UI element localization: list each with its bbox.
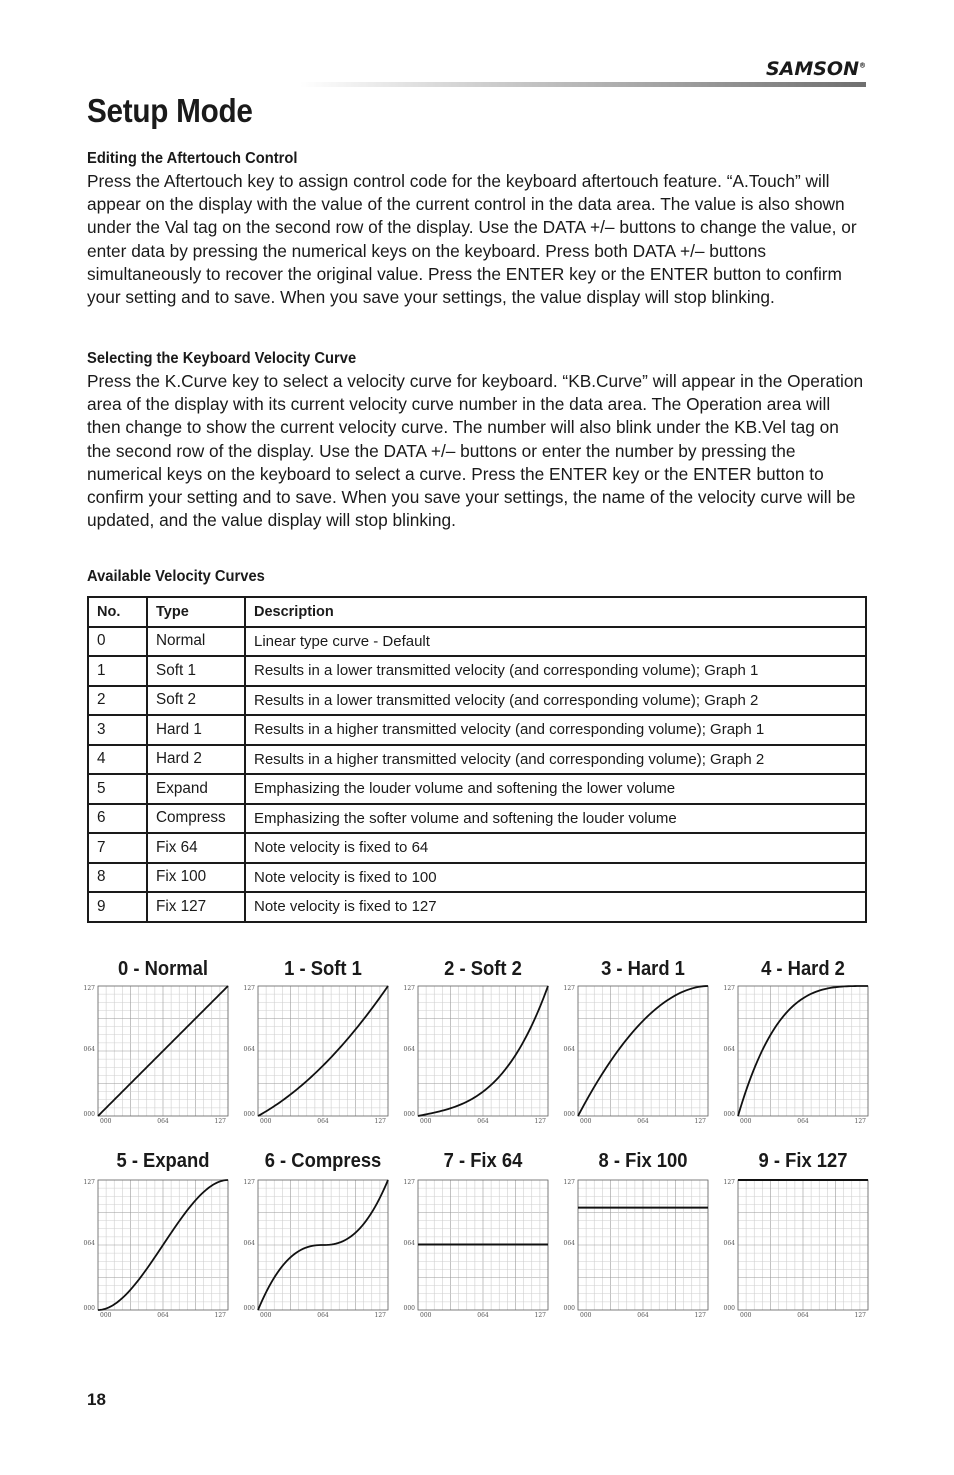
velocity-curve-chart xyxy=(83,985,228,1125)
y-tick-label: 127 xyxy=(563,1179,575,1186)
velocity-curve-chart xyxy=(243,985,388,1125)
curve-type-cell: Fix 127 xyxy=(147,892,245,922)
curve-description-cell: Note velocity is fixed to 64 xyxy=(245,833,866,863)
y-tick-label: 127 xyxy=(723,1179,735,1186)
y-tick-label: 000 xyxy=(243,1111,255,1118)
curve-description-cell: Results in a higher transmitted velocity (and corresponding volume); Graph 2 xyxy=(245,745,866,775)
table-row xyxy=(88,774,866,804)
velocity-curve-chart xyxy=(563,985,708,1125)
graph-title: 3 - Hard 1 xyxy=(601,958,685,980)
curve-number-cell: 6 xyxy=(88,804,147,834)
x-tick-label: 000 xyxy=(420,1312,432,1319)
samson-logo: SAMSON® xyxy=(765,58,866,80)
x-tick-label: 000 xyxy=(260,1118,272,1125)
curve-type-cell: Fix 64 xyxy=(147,833,245,863)
table-row xyxy=(88,627,866,657)
y-tick-label: 000 xyxy=(243,1305,255,1312)
y-tick-label: 064 xyxy=(723,1240,735,1247)
y-tick-label: 064 xyxy=(243,1240,255,1247)
y-tick-label: 000 xyxy=(723,1111,735,1118)
velocity-curve-section xyxy=(87,348,867,532)
curve-type-cell: Fix 100 xyxy=(147,863,245,893)
curve-number-cell: 1 xyxy=(88,656,147,686)
x-tick-label: 000 xyxy=(420,1118,432,1125)
y-tick-label: 127 xyxy=(83,1179,95,1186)
table-row xyxy=(88,804,866,834)
curve-description-cell: Results in a higher transmitted velocity (and corresponding volume); Graph 1 xyxy=(245,715,866,745)
curve-description-cell: Note velocity is fixed to 127 xyxy=(245,892,866,922)
table-row xyxy=(88,715,866,745)
y-tick-label: 000 xyxy=(403,1305,415,1312)
curve-number-cell: 9 xyxy=(88,892,147,922)
y-tick-label: 000 xyxy=(403,1111,415,1118)
x-tick-label: 000 xyxy=(100,1312,112,1319)
velocity-curve-chart xyxy=(83,1179,228,1319)
x-tick-label: 127 xyxy=(374,1118,386,1125)
y-tick-label: 000 xyxy=(723,1305,735,1312)
velocity-curve-heading: Selecting the Keyboard Velocity Curve xyxy=(87,350,357,367)
curve-number-cell: 2 xyxy=(88,686,147,716)
graph-title: 9 - Fix 127 xyxy=(758,1150,848,1172)
curve-type-cell: Soft 1 xyxy=(147,656,245,686)
x-tick-label: 127 xyxy=(694,1118,706,1125)
x-tick-label: 127 xyxy=(374,1312,386,1319)
curve-number-cell: 0 xyxy=(88,627,147,657)
graph-title: 8 - Fix 100 xyxy=(598,1150,688,1172)
page-number: 18 xyxy=(87,1390,106,1409)
x-tick-label: 064 xyxy=(157,1118,169,1125)
column-header: No. xyxy=(88,597,147,627)
x-tick-label: 064 xyxy=(317,1118,329,1125)
curve-description-cell: Emphasizing the louder volume and softening the lower volume xyxy=(245,774,866,804)
x-tick-label: 064 xyxy=(317,1312,329,1319)
graph-title: 7 - Fix 64 xyxy=(443,1150,523,1172)
curve-description-cell: Emphasizing the softer volume and softening the louder volume xyxy=(245,804,866,834)
graph-title: 2 - Soft 2 xyxy=(444,958,522,980)
x-tick-label: 000 xyxy=(580,1312,592,1319)
aftertouch-body: Press the Aftertouch key to assign control code for the keyboard aftertouch feature. “A.Touch” will appear on the display with the value of the current control in the data area. The value is also shown under the Val tag on the second row of the display. Use the DATA +/– buttons to change the value, or enter data by pressing the numerical keys on the keyboard. Press both DATA +/– buttons simultaneously to recover the original value. Press the ENTER key or the ENTER button to confirm your setting and to save. When you save your settings, the value display will stop blinking. xyxy=(87,171,857,308)
available-curves-heading: Available Velocity Curves xyxy=(87,568,265,585)
x-tick-label: 000 xyxy=(740,1118,752,1125)
y-tick-label: 127 xyxy=(563,985,575,992)
graph-title: 1 - Soft 1 xyxy=(284,958,362,980)
y-tick-label: 127 xyxy=(243,1179,255,1186)
curve-type-cell: Expand xyxy=(147,774,245,804)
x-tick-label: 000 xyxy=(740,1312,752,1319)
y-tick-label: 127 xyxy=(243,985,255,992)
velocity-curve-chart xyxy=(723,1179,868,1319)
x-tick-label: 000 xyxy=(100,1118,112,1125)
curve-description-cell: Results in a lower transmitted velocity (and corresponding volume); Graph 1 xyxy=(245,656,866,686)
x-tick-label: 127 xyxy=(534,1118,546,1125)
y-tick-label: 064 xyxy=(563,1240,575,1247)
curve-description-cell: Note velocity is fixed to 100 xyxy=(245,863,866,893)
y-tick-label: 127 xyxy=(403,1179,415,1186)
curve-number-cell: 4 xyxy=(88,745,147,775)
graph-title: 4 - Hard 2 xyxy=(761,958,845,980)
table-row xyxy=(88,863,866,893)
curve-number-cell: 3 xyxy=(88,715,147,745)
x-tick-label: 127 xyxy=(854,1118,866,1125)
x-tick-label: 064 xyxy=(637,1118,649,1125)
table-row xyxy=(88,892,866,922)
y-tick-label: 000 xyxy=(83,1111,95,1118)
x-tick-label: 064 xyxy=(477,1118,489,1125)
page-title: Setup Mode xyxy=(87,92,253,129)
graph-title: 5 - Expand xyxy=(116,1150,210,1172)
y-tick-label: 127 xyxy=(403,985,415,992)
y-tick-label: 000 xyxy=(83,1305,95,1312)
x-tick-label: 064 xyxy=(157,1312,169,1319)
table-row xyxy=(88,745,866,775)
curve-number-cell: 7 xyxy=(88,833,147,863)
table-header-row xyxy=(88,597,866,627)
x-tick-label: 127 xyxy=(854,1312,866,1319)
x-tick-label: 127 xyxy=(214,1312,226,1319)
velocity-curves-table xyxy=(87,596,867,923)
velocity-curve-chart xyxy=(403,985,548,1125)
y-tick-label: 000 xyxy=(563,1305,575,1312)
x-tick-label: 064 xyxy=(477,1312,489,1319)
x-tick-label: 000 xyxy=(260,1312,272,1319)
column-header: Type xyxy=(147,597,245,627)
velocity-curve-body: Press the K.Curve key to select a velocity curve for keyboard. “KB.Curve” will appear in the Operation area of the display with its current velocity curve number in the data area. The Operation area will then change to show the current velocity curve. The number will also blink under the KB.Vel tag on the second row of the display. Use the DATA +/– buttons or enter the number by pressing the numerical keys on the keyboard to select a curve. Press the ENTER key or the ENTER button to confirm your setting and to save. When you save your settings, the name of the velocity curve will be updated, and the value display will stop blinking. xyxy=(87,371,864,531)
x-tick-label: 127 xyxy=(534,1312,546,1319)
x-tick-label: 127 xyxy=(214,1118,226,1125)
x-tick-label: 000 xyxy=(580,1118,592,1125)
y-tick-label: 064 xyxy=(83,1240,95,1247)
y-tick-label: 064 xyxy=(403,1046,415,1053)
graph-title: 0 - Normal xyxy=(118,958,208,980)
table-row xyxy=(88,833,866,863)
x-tick-label: 127 xyxy=(694,1312,706,1319)
curve-type-cell: Compress xyxy=(147,804,245,834)
aftertouch-section xyxy=(87,148,867,309)
velocity-curve-chart xyxy=(563,1179,708,1319)
y-tick-label: 064 xyxy=(723,1046,735,1053)
y-tick-label: 064 xyxy=(83,1046,95,1053)
y-tick-label: 064 xyxy=(243,1046,255,1053)
header-rule xyxy=(300,82,866,87)
curve-type-cell: Hard 1 xyxy=(147,715,245,745)
curve-number-cell: 5 xyxy=(88,774,147,804)
curve-type-cell: Hard 2 xyxy=(147,745,245,775)
curve-type-cell: Normal xyxy=(147,627,245,657)
y-tick-label: 127 xyxy=(723,985,735,992)
aftertouch-heading: Editing the Aftertouch Control xyxy=(87,150,298,167)
column-header: Description xyxy=(245,597,866,627)
y-tick-label: 000 xyxy=(563,1111,575,1118)
y-tick-label: 064 xyxy=(563,1046,575,1053)
velocity-curve-chart xyxy=(243,1179,388,1319)
y-tick-label: 064 xyxy=(403,1240,415,1247)
curve-description-cell: Results in a lower transmitted velocity (and corresponding volume); Graph 2 xyxy=(245,686,866,716)
curve-description-cell: Linear type curve - Default xyxy=(245,627,866,657)
curve-type-cell: Soft 2 xyxy=(147,686,245,716)
x-tick-label: 064 xyxy=(637,1312,649,1319)
y-tick-label: 127 xyxy=(83,985,95,992)
table-row xyxy=(88,686,866,716)
table-row xyxy=(88,656,866,686)
graph-title: 6 - Compress xyxy=(264,1150,382,1172)
velocity-curve-chart xyxy=(723,985,868,1125)
x-tick-label: 064 xyxy=(797,1312,809,1319)
x-tick-label: 064 xyxy=(797,1118,809,1125)
velocity-curve-chart xyxy=(403,1179,548,1319)
curve-number-cell: 8 xyxy=(88,863,147,893)
